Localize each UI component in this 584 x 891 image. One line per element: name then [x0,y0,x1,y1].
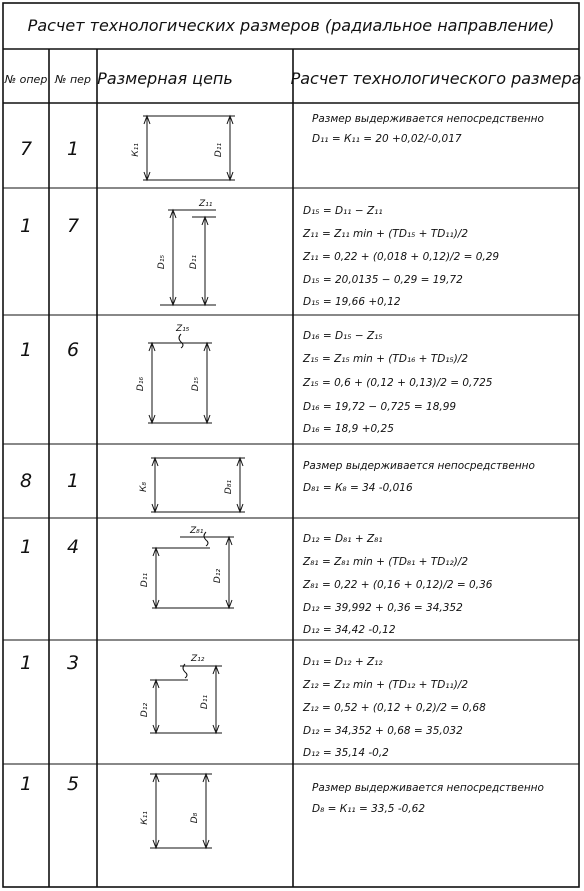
chain-label: D₁₁ [189,254,199,270]
chain-label: D₁₅ [191,376,201,392]
dimension-chain-diagram [157,199,216,305]
dimension-chain-diagram [139,458,245,512]
dimension-chain-diagram [140,774,212,848]
per-number: 6 [66,339,80,361]
calc-line: D₁₂ = 34,42 -0,12 [303,624,396,636]
calc-line: D₁₆ = D₁₅ − Z₁₅ [303,330,383,342]
calc-line: Z₁₁ = 0,22 + (0,018 + 0,12)/2 = 0,29 [303,251,500,263]
calc-line: Размер выдерживается непосредственно [303,460,535,472]
per-number: 5 [66,773,80,795]
header-per: № пер [55,73,91,86]
calc-line: D₁₂ = 34,352 + 0,68 = 35,032 [303,725,463,737]
table-row [20,773,544,848]
table-row [20,113,544,180]
table-row [20,199,499,308]
oper-number: 1 [19,536,33,558]
chain-label: D₁₁ [140,572,150,588]
calc-line: Z₁₂ = 0,52 + (0,12 + 0,2)/2 = 0,68 [303,702,486,714]
chain-label: Z₁₂ [191,654,205,664]
chain-label: D₁₆ [136,376,146,392]
oper-number: 7 [19,138,33,160]
calc-line: Z₁₁ = Z₁₁ min + (TD₁₅ + TD₁₁)/2 [303,228,469,240]
per-number: 1 [66,470,80,492]
dimension-chain-diagram [136,324,212,423]
chain-label: D₈ [190,812,200,824]
per-number: 4 [66,536,80,558]
chain-label: D₁₅ [157,254,167,270]
chain-label: D₁₁ [200,694,210,710]
table-title: Расчет технологических размеров (радиальное направление) [27,16,555,35]
chain-label: К₁₁ [131,143,141,157]
chain-label: D₁₁ [214,142,224,158]
calc-line: D₁₅ = 20,0135 − 0,29 = 19,72 [303,274,463,286]
header-calc: Расчет технологического размера [290,69,582,88]
header-oper: № опер [4,73,48,86]
dimension-chain-diagram [140,654,222,733]
oper-number: 1 [19,652,33,674]
calc-line: D₁₁ = К₁₁ = 20 +0,02/-0,017 [312,133,462,145]
header-chain: Размерная цепь [97,69,233,88]
table-row [20,324,493,435]
chain-label: D₁₂ [213,568,223,584]
oper-number: 1 [19,339,33,361]
calc-line: Z₁₅ = Z₁₅ min + (TD₁₆ + TD₁₅)/2 [303,353,469,365]
calc-line: D₁₁ = D₁₂ + Z₁₂ [303,656,383,668]
calc-line: Размер выдерживается непосредственно [312,113,544,125]
chain-label: Z₁₅ [176,324,190,334]
oper-number: 1 [19,215,33,237]
calc-line: D₁₂ = 35,14 -0,2 [303,747,389,759]
calc-line: D₁₅ = 19,66 +0,12 [303,296,401,308]
per-number: 7 [66,215,80,237]
chain-label: К₁₁ [140,811,150,825]
per-number: 3 [66,652,80,674]
calc-line: D₈₁ = К₈ = 34 -0,016 [303,482,413,494]
calc-line: D₁₅ = D₁₁ − Z₁₁ [303,205,383,217]
calc-line: D₈ = К₁₁ = 33,5 -0,62 [312,803,425,815]
dimension-chain-diagram [140,526,234,608]
calc-line: Z₁₂ = Z₁₂ min + (TD₁₂ + TD₁₁)/2 [303,679,469,691]
calc-line: Z₁₅ = 0,6 + (0,12 + 0,13)/2 = 0,725 [303,377,493,389]
table-frame [3,3,579,887]
dimension-chain-diagram [131,116,235,180]
calc-line: D₁₆ = 19,72 − 0,725 = 18,99 [303,401,457,413]
chain-label: Z₁₁ [199,199,213,209]
chain-label: D₁₂ [140,702,150,718]
calc-line: Размер выдерживается непосредственно [312,782,544,794]
calc-line: D₁₆ = 18,9 +0,25 [303,423,394,435]
calc-line: Z₈₁ = Z₈₁ min + (TD₈₁ + TD₁₂)/2 [303,556,469,568]
per-number: 1 [66,138,80,160]
calc-line: D₁₂ = 39,992 + 0,36 = 34,352 [303,602,463,614]
chain-label: К₈ [139,482,149,492]
oper-number: 8 [19,470,33,492]
calc-line: Z₈₁ = 0,22 + (0,16 + 0,12)/2 = 0,36 [303,579,493,591]
chain-label: Z₈₁ [190,526,204,536]
calc-line: D₁₂ = D₈₁ + Z₈₁ [303,533,383,545]
oper-number: 1 [19,773,33,795]
table-row [20,526,493,636]
table-row [20,652,486,759]
chain-label: D₈₁ [224,479,234,495]
